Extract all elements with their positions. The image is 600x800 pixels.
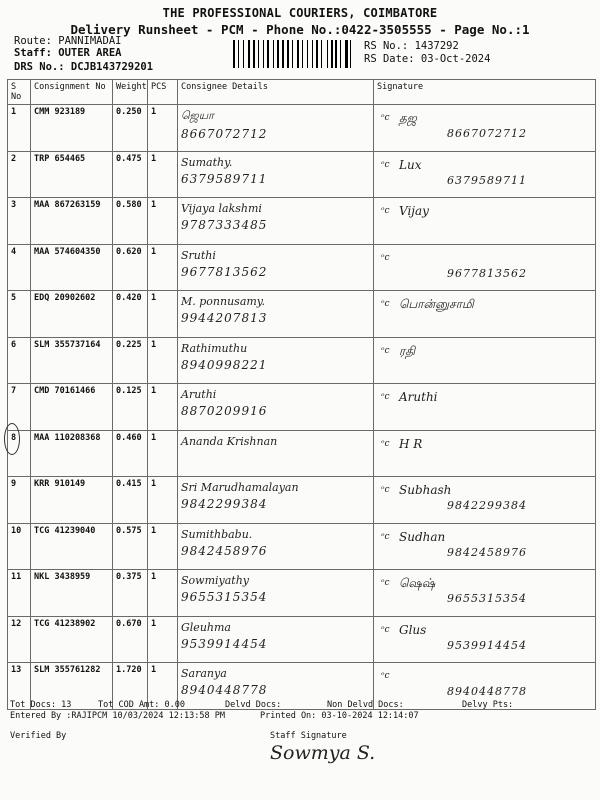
- consignee-name-handwritten: Sumathy.: [181, 155, 233, 169]
- signature-cell: [374, 151, 596, 198]
- weight-cell: 0.575: [113, 523, 148, 570]
- recipient-signature-handwritten: Subhash: [399, 483, 452, 497]
- consignment-number-cell: TCG 41239040: [31, 523, 113, 570]
- column-header: Consignment No: [31, 80, 113, 105]
- signature-area: [377, 293, 592, 333]
- barcode-bar: [297, 40, 299, 68]
- signature-area: [377, 247, 592, 287]
- delivered-docs: Delvd Docs:: [225, 700, 282, 710]
- serial-number-cell: 8: [8, 430, 31, 477]
- consignee-details-cell: [178, 291, 374, 338]
- consignee-name-handwritten: ஜெயா: [181, 109, 214, 122]
- consignee-details-cell: [178, 523, 374, 570]
- recipient-signature-handwritten: H R: [399, 436, 423, 451]
- pcs-cell: 1: [148, 616, 178, 663]
- table-row: [8, 337, 596, 384]
- consignee-details-cell: [178, 384, 374, 431]
- signature-area: [377, 433, 592, 473]
- barcode-bar: [287, 40, 290, 68]
- tick-mark: ᵒc: [381, 252, 390, 263]
- recipient-signature-handwritten: Sudhan: [399, 529, 446, 544]
- column-header: Consignee Details: [178, 80, 374, 105]
- signature-cell: [374, 384, 596, 431]
- table-row: [8, 198, 596, 245]
- consignee-details-cell: [178, 337, 374, 384]
- signature-cell: [374, 291, 596, 338]
- consignee-name-handwritten: Saranya: [181, 667, 227, 680]
- consignee-name-handwritten: Sowmiyathy: [181, 574, 250, 587]
- barcode-bar: [345, 40, 348, 68]
- consignment-number-cell: MAA 867263159: [31, 198, 113, 245]
- pcs-cell: 1: [148, 151, 178, 198]
- pcs-cell: 1: [148, 244, 178, 291]
- barcode-bar: [238, 40, 239, 68]
- weight-cell: 0.475: [113, 151, 148, 198]
- signature-cell: [374, 198, 596, 245]
- signature-cell: [374, 570, 596, 617]
- consignee-phone-handwritten: 9677813562: [181, 264, 268, 279]
- pcs-cell: 1: [148, 384, 178, 431]
- table-row: [8, 244, 596, 291]
- serial-number-cell: 5: [8, 291, 31, 338]
- consignee-name-handwritten: Gleuhma: [181, 620, 231, 634]
- table-row: [8, 523, 596, 570]
- barcode-bar: [277, 40, 279, 68]
- consignee-name-handwritten: Rathimuthu: [181, 341, 248, 355]
- consignment-number-cell: KRR 910149: [31, 477, 113, 524]
- signature-area: [377, 572, 592, 612]
- signature-area: [377, 619, 592, 659]
- weight-cell: 0.225: [113, 337, 148, 384]
- consignment-number-cell: SLM 355761282: [31, 663, 113, 710]
- consignee-phone-handwritten: 9842458976: [181, 543, 268, 558]
- recipient-signature-handwritten: Vijay: [399, 204, 429, 218]
- tick-mark: ᵒc: [381, 485, 390, 495]
- consignee-phone-handwritten: 9539914454: [181, 636, 268, 651]
- table-row: [8, 291, 596, 338]
- tick-mark: ᵒc: [381, 578, 390, 588]
- consignee-name-handwritten: M. ponnusamy.: [181, 295, 266, 308]
- table-row: [8, 616, 596, 663]
- tick-mark: ᵒc: [381, 206, 390, 216]
- serial-number-cell: 3: [8, 198, 31, 245]
- pcs-cell: 1: [148, 291, 178, 338]
- signature-cell: [374, 337, 596, 384]
- tick-mark: ᵒc: [381, 671, 390, 681]
- tick-mark: ᵒc: [381, 531, 390, 542]
- consignment-number-cell: MAA 574604350: [31, 244, 113, 291]
- serial-number-cell: 1: [8, 105, 31, 152]
- barcode-bar: [331, 40, 333, 68]
- staff-signature-label: Staff Signature: [270, 731, 347, 741]
- consignment-number-cell: MAA 110208368: [31, 430, 113, 477]
- pcs-cell: 1: [148, 198, 178, 245]
- recipient-signature-handwritten: ஷெஷ்: [399, 576, 436, 590]
- recipient-phone-handwritten: 9655315354: [447, 592, 527, 605]
- column-header: Weight: [113, 80, 148, 105]
- consignee-details-cell: [178, 477, 374, 524]
- table-row: [8, 570, 596, 617]
- weight-cell: 0.620: [113, 244, 148, 291]
- barcode-bar: [273, 40, 274, 68]
- table-row: [8, 151, 596, 198]
- serial-number-cell: 13: [8, 663, 31, 710]
- recipient-signature-handwritten: தஜ: [399, 111, 417, 125]
- serial-number-cell: 2: [8, 151, 31, 198]
- barcode-bar: [312, 40, 313, 68]
- weight-cell: 0.580: [113, 198, 148, 245]
- weight-cell: 0.125: [113, 384, 148, 431]
- pcs-cell: 1: [148, 430, 178, 477]
- consignee-name-handwritten: Aruthi: [181, 388, 217, 401]
- signature-area: [377, 107, 592, 147]
- serial-number-cell: 7: [8, 384, 31, 431]
- table-row: [8, 384, 596, 431]
- serial-number-cell: 4: [8, 244, 31, 291]
- table-body: [8, 105, 596, 710]
- recipient-phone-handwritten: 8667072712: [447, 127, 527, 140]
- column-header: PCS: [148, 80, 178, 105]
- tick-mark: ᵒc: [381, 438, 390, 449]
- barcode-bar: [327, 40, 328, 68]
- serial-number-cell: 11: [8, 570, 31, 617]
- total-cod-amount: Tot COD Amt: 0.00: [98, 700, 185, 710]
- signature-area: [377, 526, 592, 566]
- consignment-number-cell: TCG 41238902: [31, 616, 113, 663]
- consignee-details-cell: [178, 430, 374, 477]
- weight-cell: 0.250: [113, 105, 148, 152]
- signature-area: [377, 200, 592, 240]
- delivery-points: Delvy Pts:: [462, 700, 514, 710]
- consignee-phone-handwritten: 8940998221: [181, 357, 268, 372]
- route-label: Route: PANNIMADAI: [14, 35, 122, 47]
- serial-number-cell: 10: [8, 523, 31, 570]
- pcs-cell: 1: [148, 337, 178, 384]
- consignee-phone-handwritten: 9944207813: [181, 311, 268, 325]
- barcode-bar: [258, 40, 259, 68]
- printed-on: Printed On: 03-10-2024 12:14:07: [260, 711, 419, 721]
- entered-by: Entered By :RAJIPCM 10/03/2024 12:13:58 PM: [10, 711, 225, 721]
- signature-cell: [374, 430, 596, 477]
- column-header: Signature: [374, 80, 596, 105]
- staff-label: Staff: OUTER AREA: [14, 47, 122, 59]
- recipient-phone-handwritten: 9842458976: [447, 545, 527, 559]
- serial-number-cell: 9: [8, 477, 31, 524]
- pcs-cell: 1: [148, 523, 178, 570]
- weight-cell: 0.460: [113, 430, 148, 477]
- handwritten-circle-mark: [4, 423, 20, 455]
- consignee-details-cell: [178, 151, 374, 198]
- recipient-signature-handwritten: Lux: [399, 157, 422, 172]
- weight-cell: 0.375: [113, 570, 148, 617]
- weight-cell: 0.670: [113, 616, 148, 663]
- barcode-bar: [253, 40, 256, 68]
- consignee-name-handwritten: Sri Marudhamalayan: [181, 481, 299, 494]
- signature-cell: [374, 616, 596, 663]
- company-title: THE PROFESSIONAL COURIERS, COIMBATORE: [162, 6, 438, 20]
- column-header: S No: [8, 80, 31, 105]
- consignment-number-cell: SLM 355737164: [31, 337, 113, 384]
- consignee-name-handwritten: Sumithbabu.: [181, 527, 253, 541]
- weight-cell: 1.720: [113, 663, 148, 710]
- runsheet-subtitle: Delivery Runsheet - PCM - Phone No.:0422-3505555 - Page No.:1: [70, 22, 530, 37]
- tick-mark: ᵒc: [381, 113, 390, 123]
- consignment-number-cell: CMM 923189: [31, 105, 113, 152]
- consignee-phone-handwritten: 9655315354: [181, 590, 268, 604]
- verified-by-label: Verified By: [10, 731, 67, 741]
- weight-cell: 0.415: [113, 477, 148, 524]
- barcode-bar: [302, 40, 303, 68]
- runsheet-table: [7, 79, 596, 710]
- signature-cell: [374, 523, 596, 570]
- consignee-name-handwritten: Ananda Krishnan: [181, 434, 278, 448]
- barcode-bar: [307, 40, 308, 68]
- signature-cell: [374, 477, 596, 524]
- recipient-phone-handwritten: 9842299384: [447, 499, 527, 512]
- signature-area: [377, 386, 592, 426]
- consignee-phone-handwritten: 8940448778: [181, 683, 268, 697]
- recipient-signature-handwritten: Aruthi: [399, 390, 438, 404]
- staff-handwritten-signature: Sowmya S.: [270, 742, 376, 764]
- recipient-phone-handwritten: 9539914454: [447, 638, 527, 652]
- tick-mark: ᵒc: [381, 624, 390, 635]
- tick-mark: ᵒc: [381, 392, 390, 402]
- table-row: [8, 430, 596, 477]
- barcode-bar: [248, 40, 250, 68]
- recipient-signature-handwritten: பொன்னுசாமி: [399, 297, 474, 311]
- barcode-image: [233, 40, 355, 68]
- barcode-bar: [282, 40, 284, 68]
- consignee-name-handwritten: Vijaya lakshmi: [181, 202, 262, 215]
- barcode-bar: [243, 40, 244, 68]
- consignee-details-cell: [178, 105, 374, 152]
- consignee-phone-handwritten: 6379589711: [181, 171, 268, 186]
- serial-number-cell: 6: [8, 337, 31, 384]
- table-header-row: [8, 80, 596, 105]
- recipient-phone-handwritten: 6379589711: [447, 173, 527, 187]
- signature-area: [377, 665, 592, 705]
- barcode-bar: [350, 40, 351, 68]
- consignee-name-handwritten: Sruthi: [181, 248, 216, 262]
- signature-cell: [374, 105, 596, 152]
- total-docs: Tot Docs: 13: [10, 700, 72, 710]
- recipient-signature-handwritten: ரதி: [399, 343, 416, 358]
- recipient-phone-handwritten: 8940448778: [447, 685, 527, 698]
- barcode-bar: [263, 40, 264, 68]
- barcode-bar: [335, 40, 337, 68]
- pcs-cell: 1: [148, 477, 178, 524]
- signature-area: [377, 154, 592, 194]
- barcode-bar: [267, 40, 269, 68]
- tick-mark: ᵒc: [381, 345, 390, 356]
- consignee-details-cell: [178, 244, 374, 291]
- signature-area: [377, 340, 592, 380]
- rs-number: RS No.: 1437292: [364, 40, 459, 52]
- consignee-details-cell: [178, 570, 374, 617]
- weight-cell: 0.420: [113, 291, 148, 338]
- consignee-phone-handwritten: 8870209916: [181, 404, 268, 418]
- consignee-phone-handwritten: 9787333485: [181, 218, 268, 232]
- serial-number-cell: 12: [8, 616, 31, 663]
- non-delivered-docs: Non Delvd Docs:: [327, 700, 404, 710]
- pcs-cell: 1: [148, 663, 178, 710]
- consignment-number-cell: CMD 70161466: [31, 384, 113, 431]
- signature-cell: [374, 244, 596, 291]
- pcs-cell: 1: [148, 105, 178, 152]
- tick-mark: ᵒc: [381, 299, 390, 309]
- consignee-details-cell: [178, 198, 374, 245]
- recipient-phone-handwritten: 9677813562: [447, 266, 527, 280]
- table-row: [8, 477, 596, 524]
- barcode-bar: [292, 40, 293, 68]
- consignee-phone-handwritten: 9842299384: [181, 497, 268, 511]
- consignment-number-cell: NKL 3438959: [31, 570, 113, 617]
- tick-mark: ᵒc: [381, 159, 390, 170]
- barcode-bar: [321, 40, 322, 68]
- pcs-cell: 1: [148, 570, 178, 617]
- signature-area: [377, 479, 592, 519]
- rs-date: RS Date: 03-Oct-2024: [364, 53, 491, 65]
- consignment-number-cell: TRP 654465: [31, 151, 113, 198]
- drs-number: DRS No.: DCJB143729201: [14, 61, 154, 73]
- consignment-number-cell: EDQ 20902602: [31, 291, 113, 338]
- table-row: [8, 105, 596, 152]
- barcode-bar: [316, 40, 318, 68]
- consignee-phone-handwritten: 8667072712: [181, 127, 268, 141]
- barcode-bar: [340, 40, 341, 68]
- consignee-details-cell: [178, 616, 374, 663]
- barcode-bar: [233, 40, 235, 68]
- recipient-signature-handwritten: Glus: [399, 622, 427, 637]
